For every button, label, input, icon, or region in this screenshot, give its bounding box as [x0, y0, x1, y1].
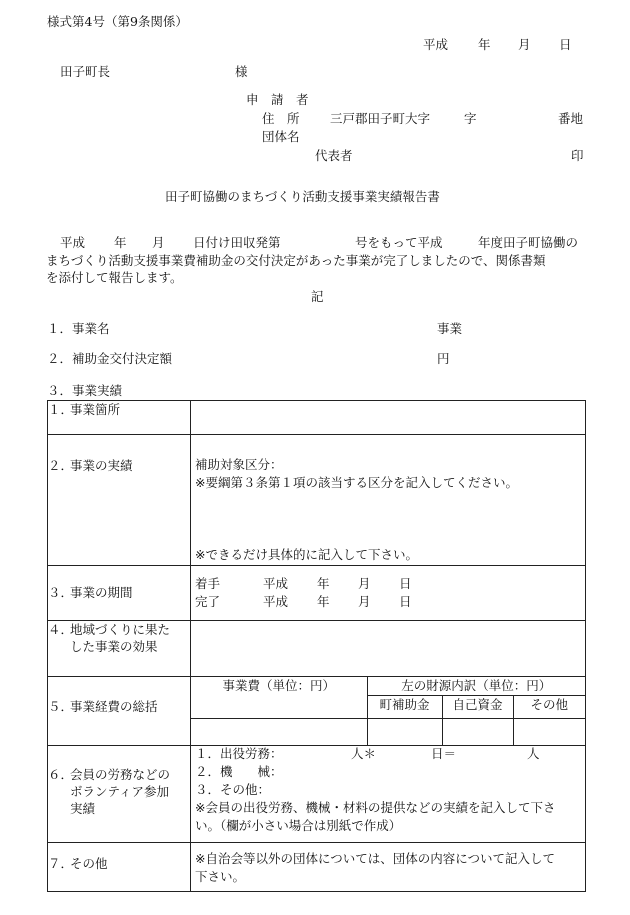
- section-label: 事業実績: [72, 383, 123, 398]
- form-number: 様式第4号（第9条関係）: [47, 14, 188, 29]
- ki-heading: 記: [311, 289, 324, 304]
- start-month: 月: [358, 576, 371, 591]
- date-day: 日: [559, 37, 572, 52]
- row-title-line-2: ボランティア参加: [70, 784, 170, 799]
- date-era: 平成: [423, 37, 449, 52]
- volunteer-note-2: い。（欄が小さい場合は別紙で作成）: [195, 818, 402, 833]
- item-value: 事業: [437, 321, 463, 336]
- row-label: [48, 435, 191, 566]
- own-funds-header: 自己資金: [442, 696, 513, 719]
- other-field[interactable]: [191, 843, 586, 892]
- labor-label: １．出役労務：: [195, 746, 283, 761]
- effect-field[interactable]: [191, 621, 586, 677]
- row-title: 事業の期間: [70, 585, 133, 600]
- body-date-ref: 日付け田収発第: [193, 235, 281, 250]
- row-number: ２．: [48, 458, 74, 473]
- volunteer-field[interactable]: [191, 746, 586, 843]
- row-title-line-2: した事業の効果: [70, 639, 158, 654]
- group-name-label: 団体名: [262, 129, 300, 144]
- item-number: ２．: [47, 351, 73, 366]
- row-label: [48, 746, 191, 843]
- row-number: １．: [48, 402, 74, 417]
- results-table: [47, 400, 586, 892]
- end-era: 平成: [263, 594, 289, 609]
- document-title: 田子町協働のまちづくり活動支援事業実績報告書: [165, 189, 440, 204]
- start-day: 日: [399, 576, 412, 591]
- labor-persons: 人＊: [351, 746, 377, 761]
- labor-total: 人: [527, 746, 540, 761]
- table-row-other: [48, 843, 586, 892]
- cost-amount-field[interactable]: [191, 719, 367, 746]
- row-title: 事業経費の総括: [70, 699, 158, 714]
- body-year: 年: [114, 235, 127, 250]
- town-subsidy-field[interactable]: [367, 719, 442, 746]
- row-title-line-3: 実績: [70, 801, 96, 816]
- body-number-ref: 号をもって平成: [355, 235, 443, 250]
- row-number: ４．: [48, 622, 74, 637]
- body-month: 月: [152, 235, 165, 250]
- body-line-3: を添付して報告します。: [46, 270, 183, 285]
- row-number: ７．: [48, 856, 74, 871]
- end-year: 年: [317, 594, 330, 609]
- row-number: ３．: [48, 585, 74, 600]
- other-label: ３．その他：: [195, 782, 271, 797]
- table-row-results: [48, 435, 586, 566]
- other-header: その他: [513, 696, 585, 719]
- subsidy-category-label: 補助対象区分：: [195, 457, 283, 472]
- period-field[interactable]: [191, 566, 586, 621]
- addressee-suffix: 様: [235, 64, 248, 79]
- item-label: 事業名: [72, 321, 110, 336]
- item-value: 円: [437, 351, 450, 366]
- address-value: 三戸郡田子町大字: [330, 111, 431, 126]
- end-label: 完了: [195, 594, 221, 609]
- body-line-2: まちづくり活動支援事業費補助金の交付決定があった事業が完了しましたので、関係書類: [46, 253, 546, 268]
- start-year: 年: [317, 576, 330, 591]
- expense-summary: [191, 677, 586, 746]
- town-subsidy-header: 町補助金: [367, 696, 442, 719]
- row-title-line-1: 会員の労務などの: [70, 767, 171, 782]
- category-note: ※要綱第３条第１項の該当する区分を記入してください。: [195, 475, 518, 490]
- address-label: 住 所: [262, 111, 300, 126]
- cost-header: 事業費（単位：円）: [191, 677, 367, 719]
- table-row-volunteer: [48, 746, 586, 843]
- start-era: 平成: [263, 576, 289, 591]
- body-fiscal-year: 年度田子町協働の: [478, 235, 579, 250]
- address-banchi: 番地: [558, 111, 584, 126]
- other-funds-field[interactable]: [513, 719, 585, 746]
- row-label: [48, 843, 191, 892]
- applicant-heading: 申 請 者: [246, 92, 309, 107]
- start-label: 着手: [195, 576, 221, 591]
- row-label: [48, 566, 191, 621]
- location-field[interactable]: [191, 401, 586, 435]
- addressee-name: 田子町長: [60, 64, 111, 79]
- section-number: ３．: [47, 383, 73, 398]
- date-year: 年: [478, 37, 491, 52]
- row-number: ５．: [48, 699, 74, 714]
- seal-mark: 印: [571, 148, 584, 163]
- row-title: 事業箇所: [70, 402, 121, 417]
- other-note-1: ※自治会等以外の団体については、団体の内容について記入して: [195, 851, 555, 866]
- own-funds-field[interactable]: [442, 719, 513, 746]
- table-row-expenses: [48, 677, 586, 746]
- item-label: 補助金交付決定額: [72, 351, 173, 366]
- item-number: １．: [47, 321, 73, 336]
- volunteer-note-1: ※会員の出役労務、機械・材料の提供などの実績を記入して下さ: [195, 800, 556, 815]
- row-label: [48, 401, 191, 435]
- table-row-location: [48, 401, 586, 435]
- row-label: [48, 677, 191, 746]
- end-month: 月: [358, 594, 371, 609]
- table-row-effect: [48, 621, 586, 677]
- date-month: 月: [518, 37, 531, 52]
- table-row-period: [48, 566, 586, 621]
- row-number: ６．: [48, 767, 74, 782]
- body-era: 平成: [60, 235, 86, 250]
- labor-days: 日＝: [431, 746, 457, 761]
- machinery-label: ２．機 械：: [195, 764, 283, 779]
- results-field[interactable]: [191, 435, 586, 566]
- end-day: 日: [399, 594, 412, 609]
- expense-breakdown-table: [191, 677, 585, 745]
- detail-note: ※できるだけ具体的に記入して下さい。: [195, 547, 418, 562]
- row-label: [48, 621, 191, 677]
- representative-label: 代表者: [315, 148, 353, 163]
- source-header: 左の財源内訳（単位：円）: [367, 677, 585, 696]
- address-aza: 字: [464, 111, 477, 126]
- row-title: 事業の実績: [70, 458, 133, 473]
- row-title: その他: [70, 856, 108, 871]
- row-title-line-1: 地域づくりに果た: [70, 622, 171, 637]
- other-note-2: 下さい。: [195, 869, 246, 884]
